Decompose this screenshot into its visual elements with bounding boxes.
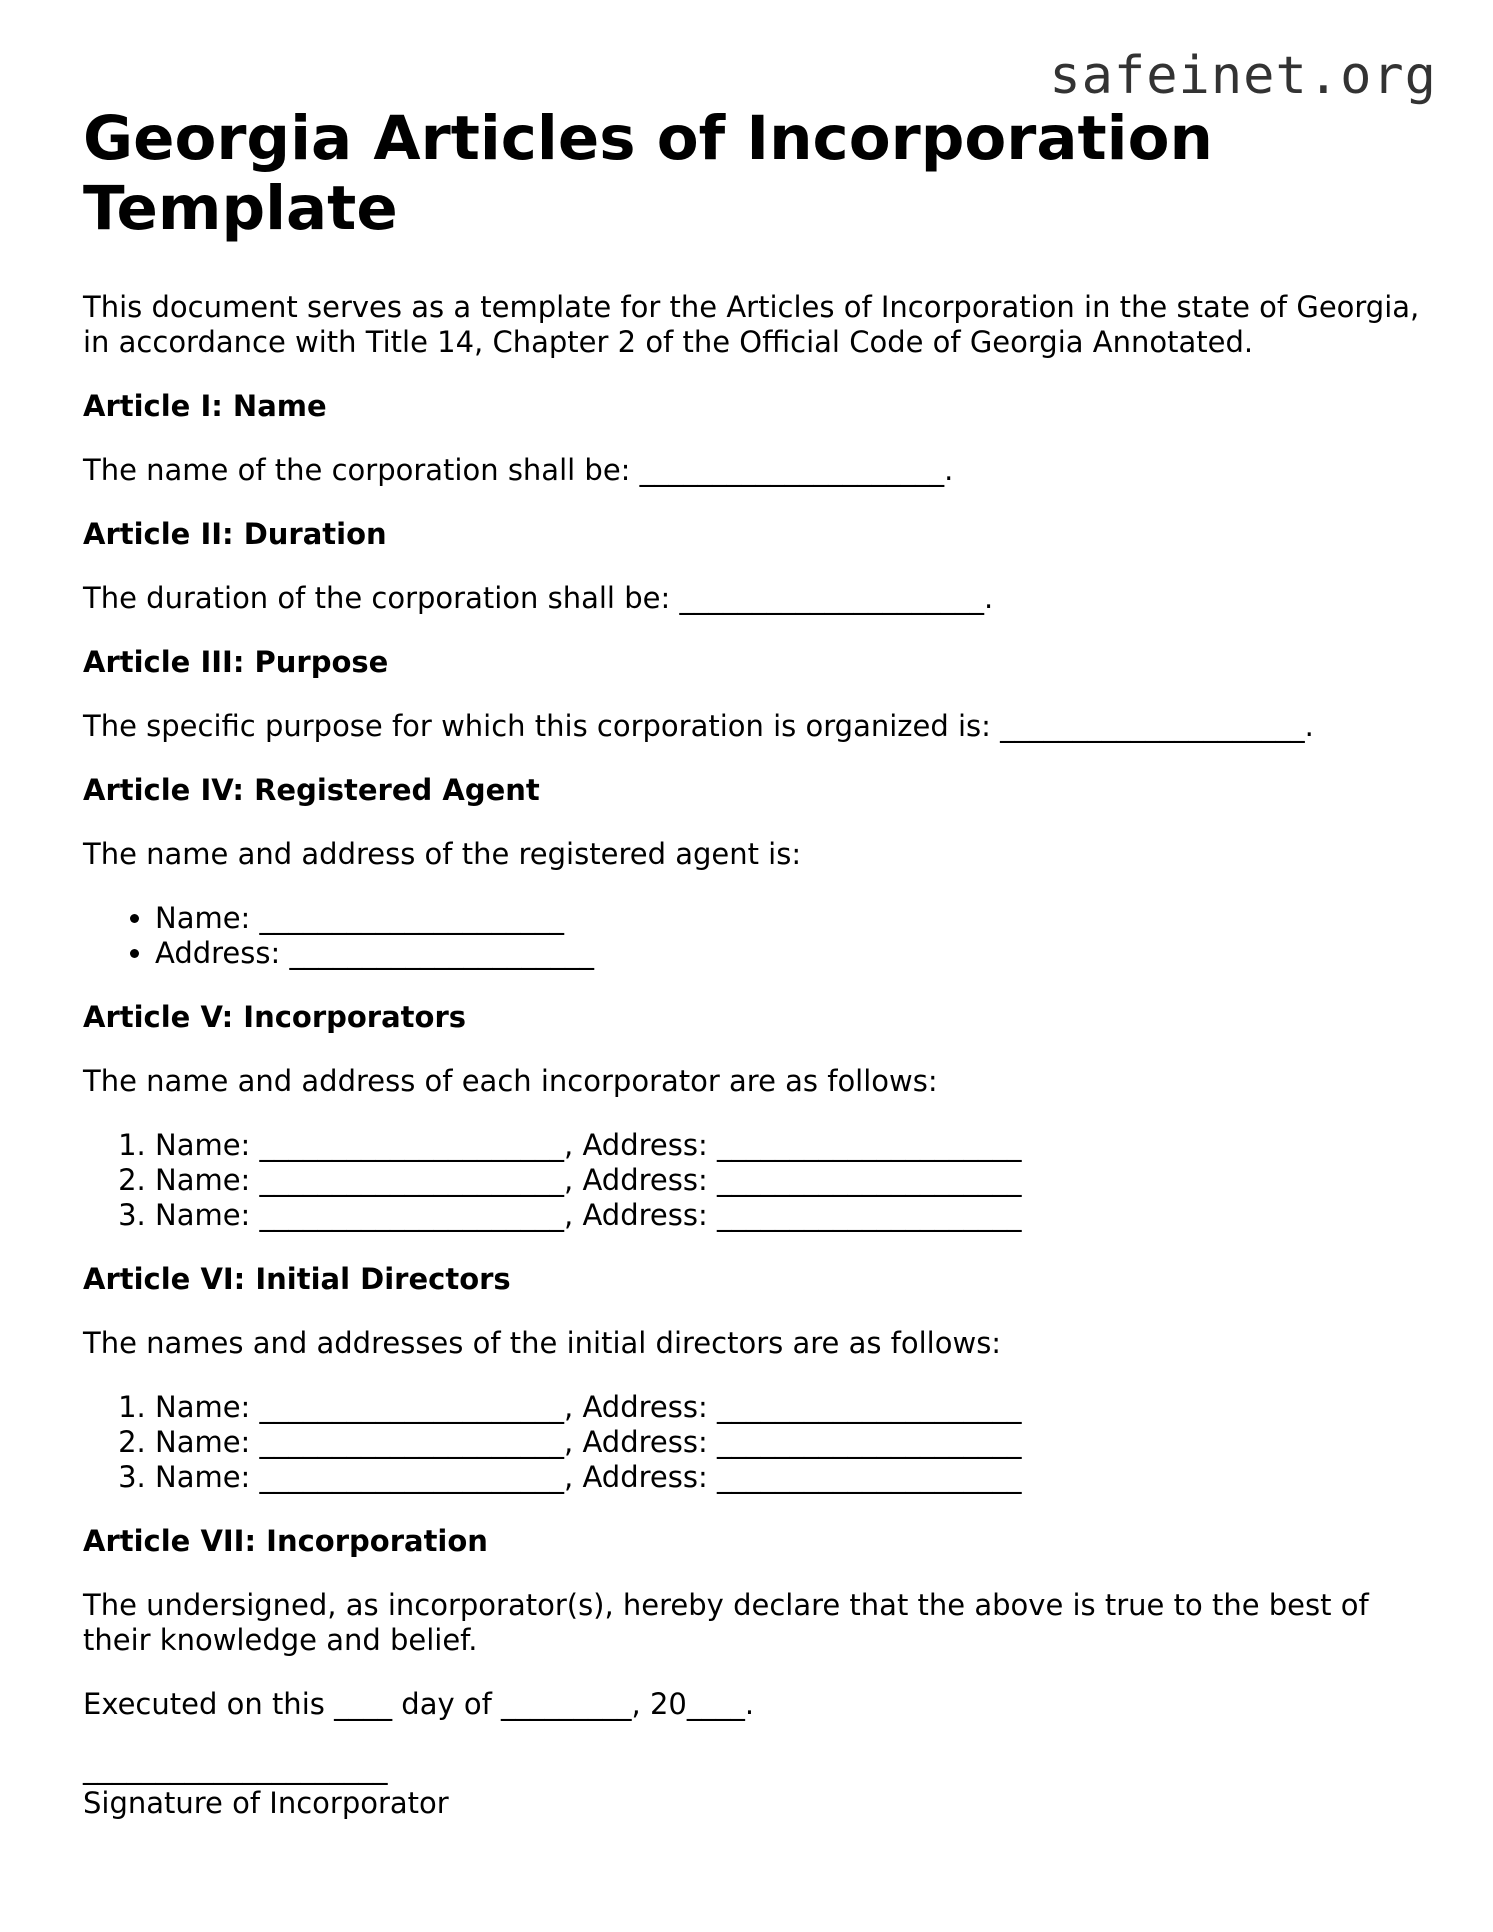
incorporators-list (83, 1128, 1423, 1233)
document-page (83, 104, 1423, 1821)
article-5-text: The name and address of each incorporator are as follows: (83, 1064, 938, 1098)
article-1-text: The name of the corporation shall be: _____________________. (83, 453, 954, 487)
directors-list (83, 1390, 1423, 1495)
list-item: 1. Name: _____________________, Address: _____________________ (155, 1128, 1423, 1163)
article-1-heading: Article I: Name (83, 389, 327, 423)
executed-line: Executed on this ____ day of _________, 20____. (83, 1687, 755, 1721)
article-6-text: The names and addresses of the initial directors are as follows: (83, 1326, 1002, 1360)
article-6-heading: Article VI: Initial Directors (83, 1262, 511, 1296)
list-item: 2. Name: _____________________, Address: _____________________ (155, 1163, 1423, 1198)
registered-agent-list (83, 901, 1423, 971)
intro-paragraph: This document serves as a template for the Articles of Incorporation in the state of Georgia, in accordance with Title 14, Chapter 2 of the Official Code of Georgia Annotated. (83, 290, 1420, 359)
page-title: Georgia Articles of Incorporation Template (83, 103, 1213, 244)
article-7-text: The undersigned, as incorporator(s), hereby declare that the above is true to the best of their knowledge and belief. (83, 1588, 1369, 1657)
watermark-text: safeinet.org (1049, 46, 1437, 106)
article-4-heading: Article IV: Registered Agent (83, 773, 540, 807)
list-item: 2. Name: _____________________, Address: _____________________ (155, 1425, 1423, 1460)
article-2-heading: Article II: Duration (83, 517, 387, 551)
article-4-text: The name and address of the registered agent is: (83, 837, 802, 871)
signature-label: Signature of Incorporator (83, 1786, 449, 1820)
article-3-text: The specific purpose for which this corporation is organized is: _____________________. (83, 709, 1314, 743)
signature-line: _____________________ (83, 1751, 388, 1785)
list-item: 3. Name: _____________________, Address: _____________________ (155, 1198, 1423, 1233)
list-item: 3. Name: _____________________, Address: _____________________ (155, 1460, 1423, 1495)
list-item: • Name: _____________________ (155, 901, 1423, 936)
list-item: 1. Name: _____________________, Address: _____________________ (155, 1390, 1423, 1425)
article-7-heading: Article VII: Incorporation (83, 1524, 488, 1558)
article-5-heading: Article V: Incorporators (83, 1000, 467, 1034)
article-3-heading: Article III: Purpose (83, 645, 389, 679)
list-item: • Address: _____________________ (155, 936, 1423, 971)
article-2-text: The duration of the corporation shall be: _____________________. (83, 581, 994, 615)
